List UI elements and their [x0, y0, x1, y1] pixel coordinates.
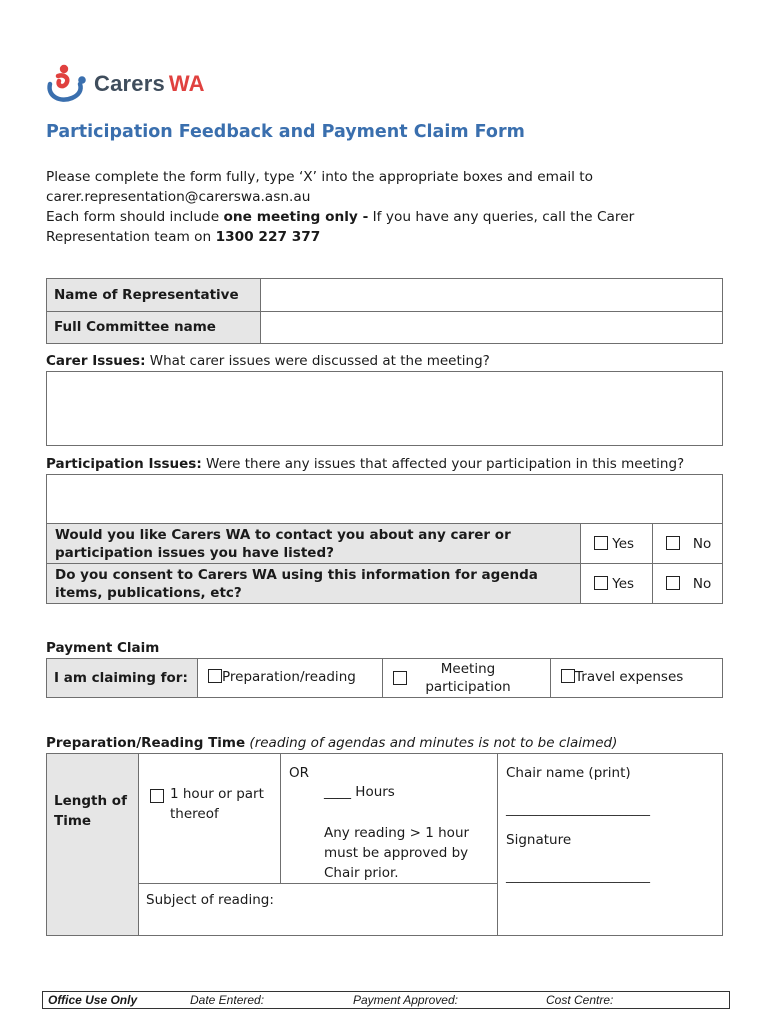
- participation-issues-label: Participation Issues: Were there any issues that affected your participation in this meeting?: [46, 456, 685, 472]
- payment-approved-label: Payment Approved:: [353, 993, 458, 1007]
- consent-question-text: Do you consent to Carers WA using this information for agenda items, publications, etc?: [55, 567, 538, 601]
- contact-yes-checkbox[interactable]: [594, 536, 608, 550]
- claim-preparation-checkbox[interactable]: [208, 669, 222, 683]
- chair-name-field[interactable]: ________________________: [506, 802, 650, 816]
- contact-no-label: No: [692, 536, 712, 552]
- consent-no-label: No: [692, 576, 712, 592]
- cost-centre-label: Cost Centre:: [546, 993, 614, 1007]
- chair-name-label: Chair name (print): [506, 765, 631, 781]
- form-title: Participation Feedback and Payment Claim Form: [46, 122, 525, 142]
- claim-preparation-label: Preparation/reading: [222, 669, 356, 685]
- carers-wa-logo: [44, 62, 205, 106]
- approval-note: Any reading > 1 hour must be approved by Chair prior.: [324, 825, 470, 881]
- payment-claim-heading: Payment Claim: [46, 640, 160, 656]
- consent-yes-cell[interactable]: [580, 563, 653, 604]
- consent-no-cell[interactable]: [652, 563, 723, 604]
- name-label-cell: [46, 278, 261, 312]
- signature-label: Signature: [506, 832, 572, 848]
- chair-approval-cell: [497, 753, 723, 936]
- claiming-label-cell: [46, 658, 198, 698]
- consent-question-cell: [46, 563, 581, 604]
- consent-no-checkbox[interactable]: [666, 576, 680, 590]
- form-instructions: [46, 167, 726, 247]
- full-committee-name-label: Full Committee name: [54, 319, 216, 335]
- carer-issues-label: Carer Issues: What carer issues were discussed at the meeting?: [46, 353, 490, 369]
- claiming-for-label: I am claiming for:: [54, 670, 188, 686]
- claim-meeting-checkbox[interactable]: [393, 671, 407, 685]
- claim-travel-checkbox[interactable]: [561, 669, 575, 683]
- claim-meeting-cell[interactable]: [382, 658, 551, 698]
- carers-figure-icon: [44, 62, 90, 106]
- contact-question-text: Would you like Carers WA to contact you about any carer or participation issues you have listed?: [55, 527, 511, 561]
- claim-travel-cell[interactable]: [550, 658, 723, 698]
- contact-no-checkbox[interactable]: [666, 536, 680, 550]
- length-of-time-label: Length of Time: [54, 793, 127, 829]
- or-label: OR: [289, 765, 310, 781]
- one-hour-checkbox[interactable]: [150, 789, 164, 803]
- carer-issues-field[interactable]: [46, 371, 723, 446]
- instruction-email[interactable]: carer.representation@carerswa.asn.au: [46, 189, 311, 205]
- consent-yes-checkbox[interactable]: [594, 576, 608, 590]
- full-committee-name-field[interactable]: [260, 311, 723, 344]
- preparation-time-heading: Preparation/Reading Time (reading of agendas and minutes is not to be claimed): [46, 735, 618, 751]
- instruction-line-3: Each form should include one meeting only - If you have any queries, call the Carer: [46, 209, 635, 225]
- signature-field[interactable]: ________________________: [506, 869, 650, 883]
- subject-of-reading-label: Subject of reading:: [146, 892, 274, 908]
- contact-yes-label: Yes: [612, 536, 635, 552]
- office-use-only-label: Office Use Only: [48, 993, 138, 1007]
- name-of-representative-label: Name of Representative: [54, 287, 239, 303]
- claim-preparation-cell[interactable]: [197, 658, 383, 698]
- logo-word-wa: WA: [168, 71, 205, 96]
- length-of-time-cell: [46, 753, 139, 936]
- one-hour-option-cell[interactable]: [138, 753, 281, 884]
- office-use-footer: [42, 991, 730, 1009]
- subject-of-reading-cell[interactable]: [138, 883, 498, 936]
- phone-number: 1300 227 377: [215, 229, 321, 245]
- claim-meeting-label: Meeting participation: [425, 661, 511, 695]
- contact-question-cell: [46, 523, 581, 564]
- instruction-line-4: Representation team on 1300 227 377: [46, 229, 321, 245]
- claim-travel-label: Travel expenses: [575, 669, 684, 685]
- date-entered-label: Date Entered:: [190, 993, 265, 1007]
- contact-yes-cell[interactable]: [580, 523, 653, 564]
- hours-option-cell[interactable]: [280, 753, 498, 884]
- hours-field[interactable]: ____ Hours: [324, 784, 395, 800]
- instruction-line-1: Please complete the form fully, type ‘X’ into the appropriate boxes and email to: [46, 169, 594, 185]
- contact-no-cell[interactable]: [652, 523, 723, 564]
- one-hour-label: 1 hour or part thereof: [170, 786, 264, 822]
- participation-issues-field[interactable]: [46, 474, 723, 524]
- committee-label-cell: [46, 311, 261, 344]
- name-of-representative-field[interactable]: [260, 278, 723, 312]
- consent-yes-label: Yes: [612, 576, 635, 592]
- logo-word-carers: Carers: [94, 71, 165, 96]
